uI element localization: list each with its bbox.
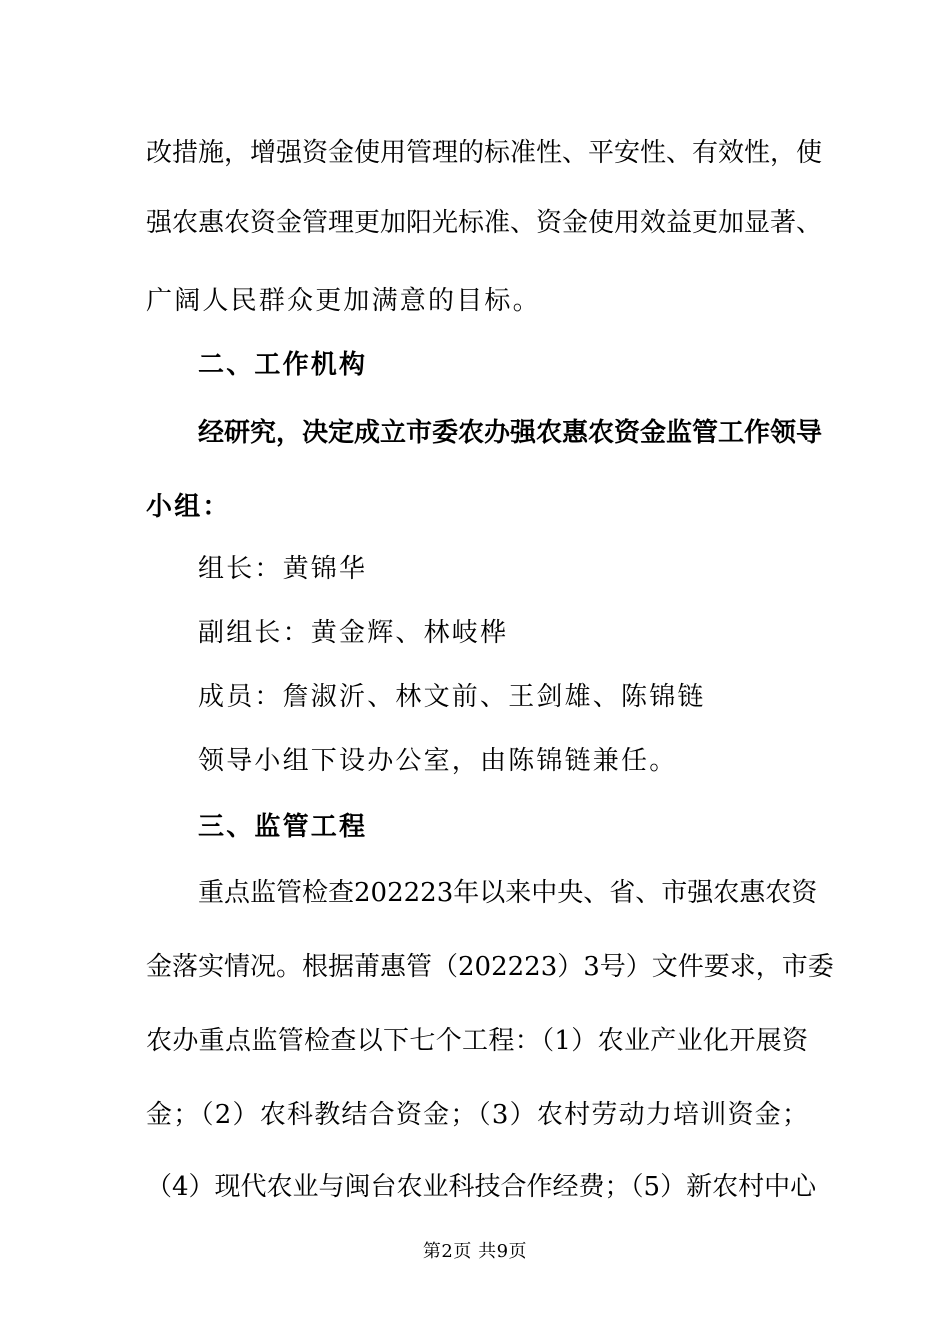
- section-heading-work-organization: 二、工作机构: [198, 350, 368, 380]
- body-line-16: （4）现代农业与闽台农业科技合作经费；（5）新农村中心: [146, 1172, 817, 1202]
- members-line: 成员：詹淑沂、林文前、王剑雄、陈锦链: [198, 682, 706, 712]
- body-line-6: 小组：: [146, 492, 231, 522]
- section-heading-supervision-projects: 三、监管工程: [198, 812, 368, 842]
- body-line-3: 广阔人民群众更加满意的目标。: [146, 286, 541, 316]
- office-line: 领导小组下设办公室，由陈锦链兼任。: [198, 746, 678, 776]
- body-line-2: 强农惠农资金管理更加阳光标准、资金使用效益更加显著、: [146, 208, 823, 238]
- body-line-1: 改措施，增强资金使用管理的标准性、平安性、有效性，使: [146, 138, 823, 168]
- body-line-5: 经研究，决定成立市委农办强农惠农资金监管工作领导: [198, 418, 823, 448]
- group-leader-line: 组长：黄锦华: [198, 554, 368, 584]
- body-line-15: 金；（2）农科教结合资金；（3）农村劳动力培训资金；: [146, 1100, 808, 1130]
- deputy-leader-line: 副组长：黄金辉、林岐桦: [198, 618, 509, 648]
- body-line-13: 金落实情况。根据莆惠管（202223）3号）文件要求，市委: [146, 952, 834, 982]
- body-line-12: 重点监管检查202223年以来中央、省、市强农惠农资: [198, 878, 818, 908]
- page-indicator: 第2页 共9页: [422, 1241, 528, 1262]
- body-line-14: 农办重点监管检查以下七个工程：（1）农业产业化开展资: [146, 1026, 808, 1056]
